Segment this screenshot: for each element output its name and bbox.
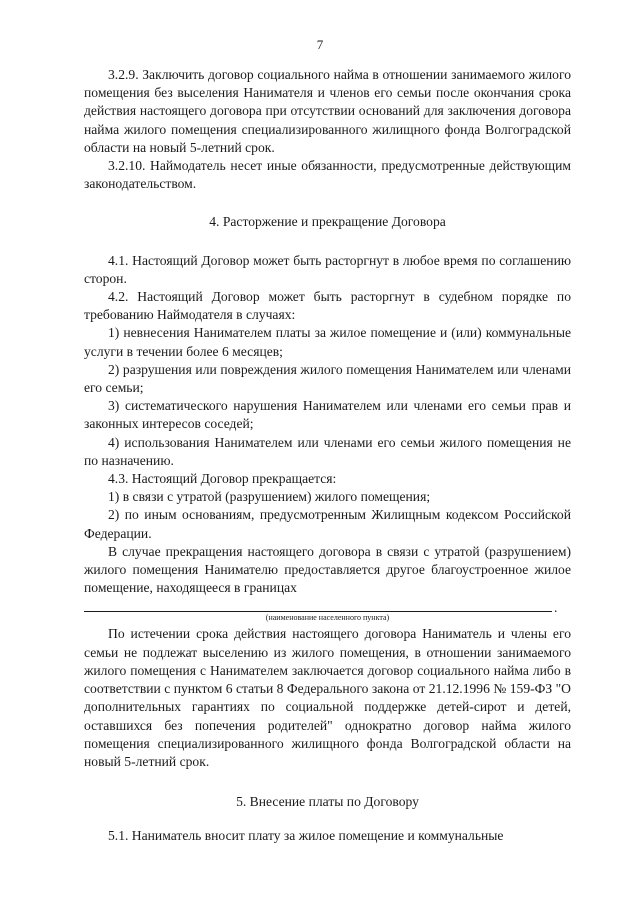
clause-4-2-item-1: 1) невнесения Нанимателем платы за жилое помещение и (или) коммунальные услуги в течении более 6 месяцев;	[84, 325, 571, 359]
settlement-name-blank	[84, 601, 571, 623]
clause-4-2: 4.2. Настоящий Договор может быть расторгнут в судебном порядке по требованию Наймодателя в случаях:	[84, 289, 571, 323]
clause-4-2-item-2: 2) разрушения или повреждения жилого помещения Нанимателем или членами его семьи;	[84, 361, 571, 396]
section-5-heading: 5. Внесение платы по Договору	[236, 794, 419, 810]
section-4-heading: 4. Расторжение и прекращение Договора	[209, 214, 446, 230]
clause-4-3-item-1: 1) в связи с утратой (разрушением) жилого помещения;	[108, 489, 431, 505]
blank-underline	[84, 611, 552, 612]
blank-period: .	[554, 600, 558, 616]
clause-4-2-item-3: 3) систематического нарушения Нанимателем или членами его семьи прав и законных интересов соседей;	[84, 398, 571, 432]
clause-4-1: 4.1. Настоящий Договор может быть расторгнут в любое время по соглашению сторон.	[84, 252, 571, 286]
page-number: 7	[316, 37, 324, 52]
termination-paragraph: В случае прекращения настоящего договора в связи с утратой (разрушением) жилого помещения Нанимателю предоставляется другое благоустроенное жилое помещение, находящееся в границах	[84, 543, 571, 596]
clause-3-2-10: 3.2.10. Наймодатель несет иные обязанности, предусмотренные действующим законодательством.	[84, 158, 571, 192]
clause-5-1: 5.1. Наниматель вносит плату за жилое помещение и коммунальные	[108, 828, 504, 844]
clause-3-2-9: 3.2.9. Заключить договор социального найма в отношении занимаемого жилого помещения без выселения Нанимателя и членов его семьи после окончания срока действия настоящего договора при отсутствии оснований для заключения договора найма жилого помещения специализированного жилищного фонда Волгоградской области на новый 5-летний срок.	[84, 67, 571, 155]
clause-4-2-item-4: 4) использования Нанимателем или членами его семьи жилого помещения не по назначению.	[84, 434, 571, 468]
expiry-paragraph: По истечении срока действия настоящего договора Наниматель и члены его семьи не подлежат выселению из жилого помещения, в отношении занимаемого жилого помещения с Нанимателем заключается договор социального найма либо в соответствии с пунктом 6 статьи 8 Федерального закона от 21.12.1996 № 159-ФЗ "О дополнительных гарантиях по социальной поддержке детей-сирот и детей, оставшихся без попечения родителей" однократно договор найма жилого помещения специализированного жилищного фонда Волгоградской области на новый 5-летний срок.	[84, 626, 571, 769]
blank-caption: (наименование населенного пункта)	[265, 613, 390, 623]
clause-4-3-item-2: 2) по иным основаниям, предусмотренным Жилищным кодексом Российской Федерации.	[84, 507, 571, 541]
clause-4-3: 4.3. Настоящий Договор прекращается:	[108, 471, 337, 487]
document-body	[84, 66, 571, 846]
